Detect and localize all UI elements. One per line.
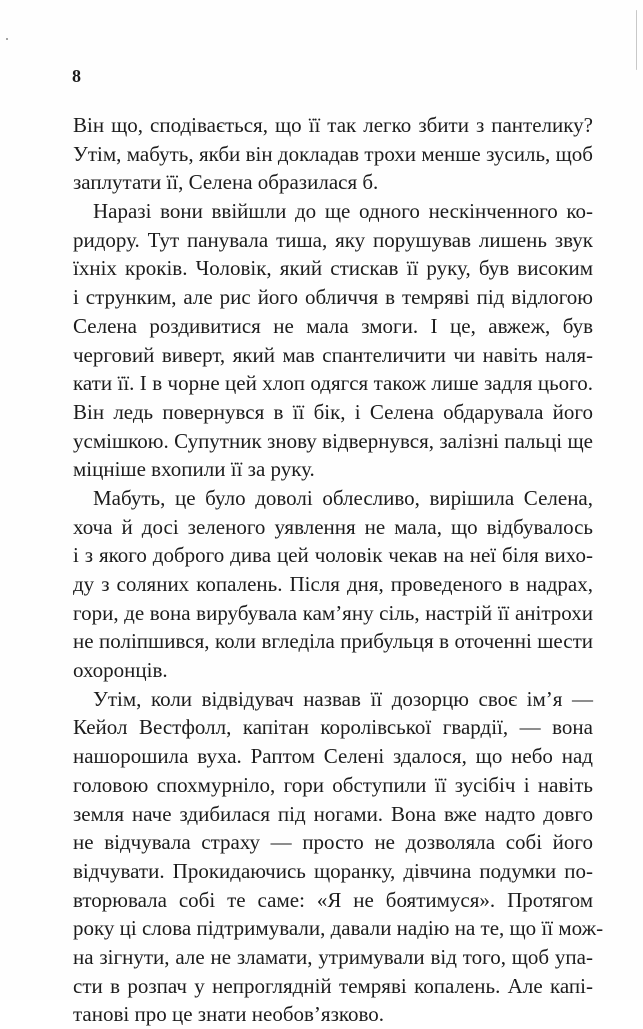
text-line: Мабуть, це було доволі облесливо, вирішила Селена, <box>93 485 593 510</box>
text-line: заплутати її, Селена образилася б. <box>73 170 379 195</box>
text-line: відчувати. Прокидаючись щоранку, дівчина подумки по- <box>73 858 593 883</box>
text-line: Він що, сподівається, що її так легко збити з пантелику? <box>73 113 593 137</box>
text-line: Утім, коли відвідувач назвав її дозорцю своє ім’я — <box>93 686 593 711</box>
text-line: і з якого доброго дива цей чоловік чекав на неї біля вихо- <box>73 543 593 568</box>
text-line: не поліпшився, коли вгледіла прибульця в оточенні шести <box>73 629 593 654</box>
text-line: не відчувала страху — просто не дозволяла собі його <box>73 830 593 855</box>
text-line: танові про це знати необов’язково. <box>73 1002 385 1027</box>
text-line: їхніх кроків. Чоловік, який стискав її руку, був високим <box>73 256 593 281</box>
scan-speck <box>6 38 8 40</box>
page-number: 8 <box>72 66 81 86</box>
text-line: Селена роздивитися не мала змоги. І це, авжеж, був <box>73 313 593 338</box>
text-line: міцніше вхопили її за руку. <box>73 457 315 482</box>
text-line: черговий виверт, який мав спантеличити чи навіть наля- <box>73 342 593 367</box>
text-line: усмішкою. Супутник знову відвернувся, залізні пальці ще <box>73 428 593 453</box>
scan-edge-mark <box>636 10 637 70</box>
text-line: земля наче здибилася під ногами. Вона вже надто довго <box>73 801 593 826</box>
text-line: кати її. І в чорне цей хлоп одягся також лише задля цього. <box>73 371 593 396</box>
text-line: головою спохмурніло, гори обступили її зусібіч і навіть <box>73 772 593 797</box>
text-line: нашорошила вуха. Раптом Селені здалося, що небо над <box>73 744 593 769</box>
body-text <box>73 111 604 1029</box>
text-line: Кейол Вестфолл, капітан королівської гвардії, — вона <box>73 715 593 740</box>
text-line: Наразі вони ввійшли до ще одного нескінченного ко- <box>93 199 593 224</box>
text-line: і струнким, але рис його обличчя в темряві під відлогою <box>73 285 593 310</box>
text-line: ду з соляних копалень. Після дня, проведеного в надрах, <box>73 572 593 596</box>
text-line: гори, де вона вирубувала кам’яну сіль, настрій її анітрохи <box>73 600 593 625</box>
text-line: ридору. Тут панувала тиша, яку порушував лишень звук <box>73 227 593 252</box>
text-line: Утім, мабуть, якби він докладав трохи менше зусиль, щоб <box>73 141 593 166</box>
text-line: Він ледь повернувся в її бік, і Селена обдарувала його <box>73 399 593 424</box>
text-line: на зігнути, але не зламати, утримували від того, щоб упа- <box>73 944 593 969</box>
text-line: сти в розпач у непроглядній темряві копалень. Але капі- <box>73 973 593 998</box>
text-line: охоронців. <box>73 658 168 683</box>
text-line: вторювала собі те саме: «Я не боятимуся». Протягом <box>73 887 593 912</box>
text-line: року ці слова підтримували, давали надію на те, що її мож- <box>73 916 604 941</box>
text-line: хоча й досі зеленого уявлення не мала, що відбувалось <box>73 514 593 539</box>
